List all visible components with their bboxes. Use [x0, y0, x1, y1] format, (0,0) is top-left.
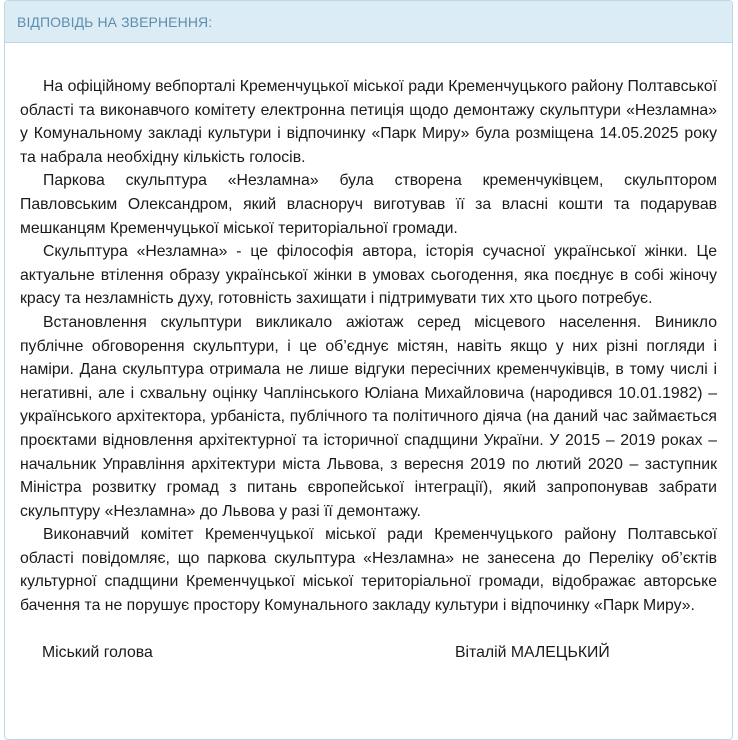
response-paragraph-2: Паркова скульптура «Незламна» була створена кременчуківцем, скульптором Павловським Олександром, який власноруч виготував її за власні кошти та подарував мешканцям Кременчуцької міської територіальної громади. [20, 172, 717, 237]
response-paragraph-1: На офіційному вебпорталі Кременчуцької міської ради Кременчуцького району Полтавської області та виконавчого комітету електронна петиція щодо демонтажу скульптури «Незламна» у Комунальному закладі культури і відпочинку «Парк Миру» була розміщена 14.05.2025 року та набрала необхідну кількість голосів. [20, 78, 717, 166]
panel-title: ВІДПОВІДЬ НА ЗВЕРНЕННЯ: [17, 14, 213, 30]
response-panel [4, 0, 733, 740]
response-paragraph-3: Скульптура «Незламна» - це філософія автора, історія сучасної української жінки. Це актуальне втілення образу української жінки в умовах сьогодення, яка поєднує в собі жіночу красу та незламність духу, готовність захищати і підтримувати тих хто цього потребує. [20, 243, 717, 308]
response-paragraph-5: Виконавчий комітет Кременчуцької міської ради Кременчуцького району Полтавської області повідомляє, що паркова скульптура «Незламна» не занесена до Переліку об’єктів культурної спадщини Кременчуцької міської територіальної громади, відображає авторське бачення та не порушує простору Комунального закладу культури і відпочинку «Парк Миру». [20, 526, 717, 615]
panel-header [5, 1, 732, 43]
signature-role: Міський голова [42, 643, 153, 661]
signature-name: Віталій МАЛЕЦЬКИЙ [455, 643, 610, 661]
response-paragraph-4: Встановлення скульптури викликало ажіотаж серед місцевого населення. Виникло публічне обговорення скульптури, і це об’єднує містян, навіть якщо у них різні погляди і наміри. Дана скульптура отримала не лише відгуки пересічних кременчуківців, в тому числі і негативні, але і схвальну оцінку Чаплінського Юліана Михайловича (народився 10.01.1982) – українського архітектора, урбаніста, публічного та політичного діяча (на даний час займається проєктами відновлення архітектурної та історичної спадщини України. У 2015 – 2019 роках – начальник Управління архітектури міста Львова, з вересня 2019 по лютий 2020 – заступник Міністра розвитку громад з питань європейської інтеграції), який запропонував забрати скульптуру «Незламна» до Львова у разі її демонтажу. [20, 313, 717, 520]
signature-block [20, 644, 717, 668]
response-body [5, 43, 732, 668]
